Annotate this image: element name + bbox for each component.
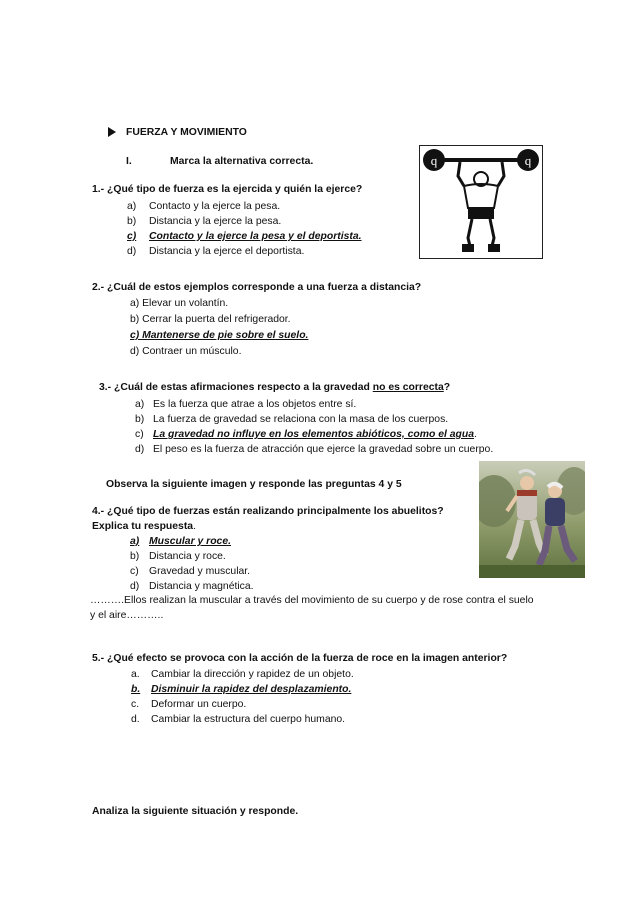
q4-answer-line-2: y el aire……….. [90, 610, 164, 621]
q1-option-b-letter: b) [127, 216, 137, 227]
analyze-instruction: Analiza la siguiente situación y responde. [92, 806, 299, 817]
observe-instruction: Observa la siguiente imagen y responde las preguntas 4 y 5 [106, 479, 402, 490]
q1-question: 1.- ¿Qué tipo de fuerza es la ejercida y quién la ejerce? [92, 184, 363, 195]
q3-option-a[interactable]: Es la fuerza que atrae a los objetos entre sí. [153, 399, 357, 410]
q3-option-d[interactable]: El peso es la fuerza de atracción que ejerce la gravedad sobre un cuerpo. [153, 444, 494, 455]
q4-option-d-letter: d) [130, 581, 140, 592]
q3-option-c-suffix: . [474, 429, 477, 440]
q4-question: 4.- ¿Qué tipo de fuerzas están realizando principalmente los abuelitos? [92, 506, 444, 517]
q4-explain-dot: . [193, 521, 196, 532]
arrow-bullet-icon [108, 127, 116, 137]
elderly-couple-jogging-image [479, 461, 585, 578]
q1-option-c-letter: c) [127, 231, 137, 242]
q4-answer-line-1: ……….Ellos realizan la muscular a través del movimiento de su cuerpo y de rose contra el suelo [90, 595, 534, 606]
q3-question-underlined: no es correcta [372, 382, 444, 393]
q5-option-b[interactable]: Disminuir la rapidez del desplazamiento. [151, 684, 352, 695]
q3-question [99, 381, 450, 394]
section-title: FUERZA Y MOVIMIENTO [126, 127, 247, 138]
q2-question: 2.- ¿Cuál de estos ejemplos corresponde a una fuerza a distancia? [92, 282, 422, 293]
q4-option-d[interactable]: Distancia y magnética. [149, 581, 254, 592]
q4-option-a-letter: a) [130, 536, 140, 547]
q1-option-a[interactable]: Contacto y la ejerce la pesa. [149, 201, 281, 212]
q3-option-c-text: La gravedad no influye en los elementos abióticos, como el agua [153, 429, 475, 440]
q5-option-d[interactable]: Cambiar la estructura del cuerpo humano. [151, 714, 346, 725]
q2-option-a[interactable]: a) Elevar un volantín. [130, 298, 229, 309]
instruction-numeral: I. [126, 156, 132, 167]
q5-question: 5.- ¿Qué efecto se provoca con la acción de la fuerza de roce en la imagen anterior? [92, 653, 508, 664]
q2-option-d[interactable]: d) Contraer un músculo. [130, 346, 242, 357]
q1-option-d-letter: d) [127, 246, 137, 257]
left-plate-label: q [430, 153, 438, 168]
q5-option-c[interactable]: Deformar un cuerpo. [151, 699, 247, 710]
q4-option-a[interactable]: Muscular y roce. [149, 536, 232, 547]
q5-option-b-letter: b. [131, 684, 141, 695]
q2-option-c[interactable]: c) Mantenerse de pie sobre el suelo. [130, 330, 309, 341]
q5-option-c-letter: c. [131, 699, 140, 710]
right-plate-label: q [524, 153, 532, 168]
q3-option-b-letter: b) [135, 414, 145, 425]
q4-option-c[interactable]: Gravedad y muscular. [149, 566, 251, 577]
q4-option-b-letter: b) [130, 551, 140, 562]
q3-question-post: ? [443, 382, 451, 393]
q4-option-b[interactable]: Distancia y roce. [149, 551, 226, 562]
instruction-text: Marca la alternativa correcta. [170, 156, 314, 167]
q5-option-a-letter: a. [131, 669, 140, 680]
q5-option-a[interactable]: Cambiar la dirección y rapidez de un objeto. [151, 669, 354, 680]
q4-option-c-letter: c) [130, 566, 139, 577]
q3-option-c[interactable] [153, 428, 477, 441]
q3-option-a-letter: a) [135, 399, 145, 410]
q1-option-c[interactable]: Contacto y la ejerce la pesa y el deportista. [149, 231, 362, 242]
q1-option-a-letter: a) [127, 201, 137, 212]
q2-option-b[interactable]: b) Cerrar la puerta del refrigerador. [130, 314, 291, 325]
q1-option-d[interactable]: Distancia y la ejerce el deportista. [149, 246, 305, 257]
q4-explain [92, 520, 196, 533]
q3-question-pre: 3.- ¿Cuál de estas afirmaciones respecto a la gravedad [99, 382, 373, 393]
q3-option-d-letter: d) [135, 444, 145, 455]
q3-option-c-letter: c) [135, 429, 144, 440]
q3-option-b[interactable]: La fuerza de gravedad se relaciona con la masa de los cuerpos. [153, 414, 449, 425]
q1-option-b[interactable]: Distancia y la ejerce la pesa. [149, 216, 282, 227]
q5-option-d-letter: d. [131, 714, 140, 725]
weightlifter-image [419, 145, 543, 259]
q4-explain-text: Explica tu respuesta [92, 521, 194, 532]
